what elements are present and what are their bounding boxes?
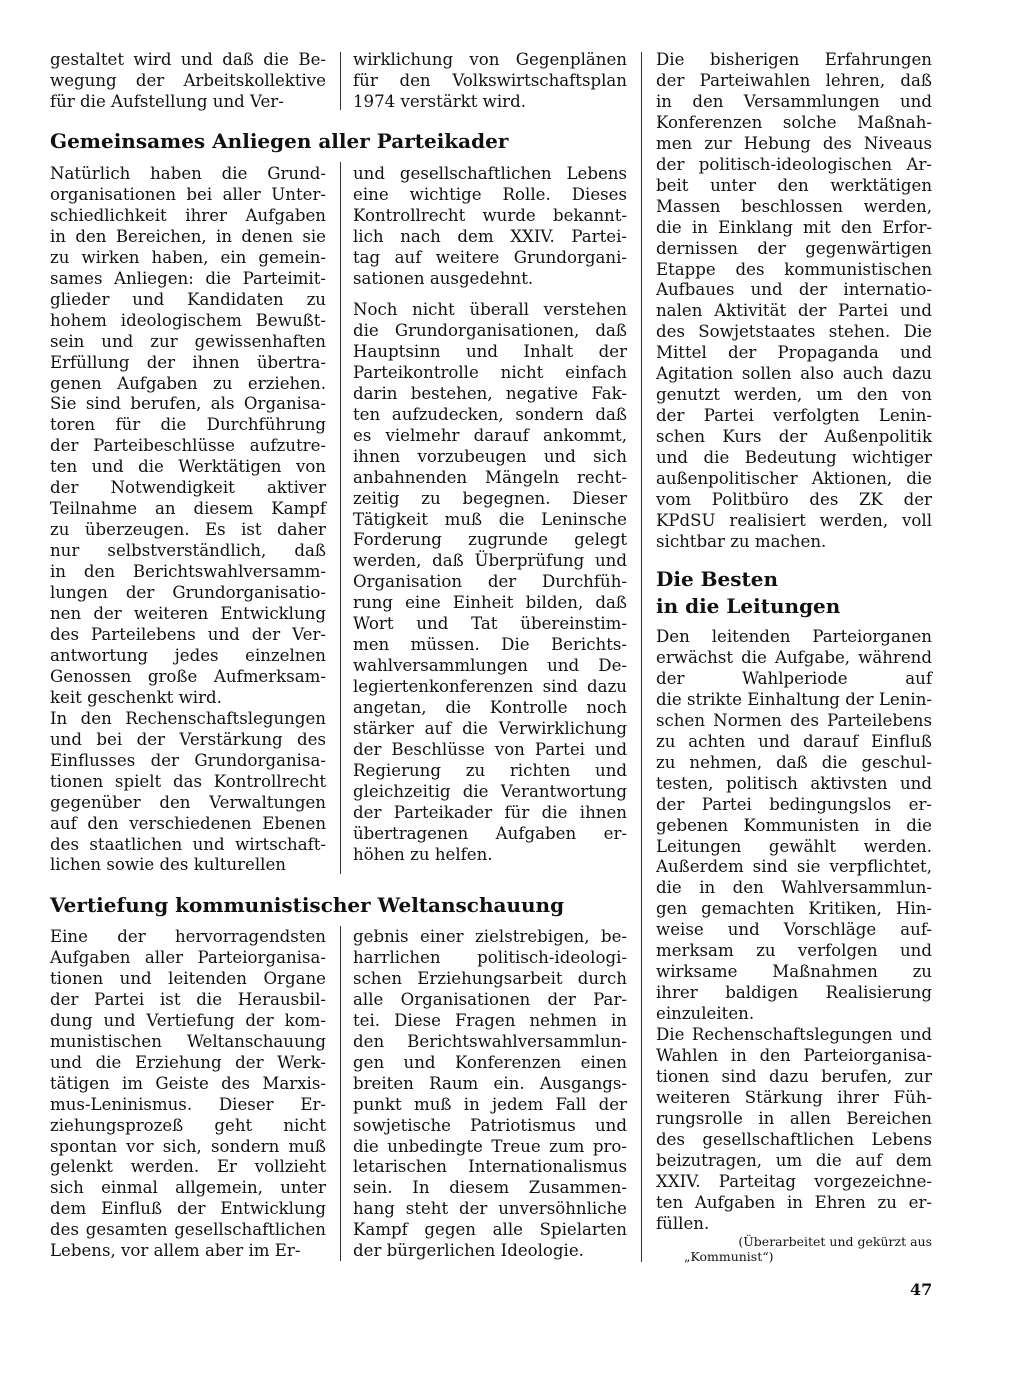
text-line: der Beschlüsse von Partei und — [353, 740, 627, 760]
text-line: vom Politbüro des ZK der — [656, 490, 932, 510]
col2-mid-paragraph-a — [353, 164, 627, 290]
text-line: wirklichung von Gegenplänen — [353, 50, 627, 69]
text-line: anbahnenden Mängeln recht- — [353, 467, 627, 487]
text-line: tätigen im Geiste des Marxis- — [50, 1073, 326, 1093]
text-line: der politisch-ideologischen Ar- — [656, 154, 932, 174]
text-line: füllen. — [656, 1213, 710, 1233]
text-line: ten aufzudecken, sondern daß — [353, 404, 627, 424]
text-line: tei. Diese Fragen nehmen in — [353, 1010, 627, 1030]
text-line: Aufbaues und der internatio- — [656, 280, 932, 300]
text-line: sowjetische Patriotismus und — [353, 1115, 627, 1135]
text-line: des Parteilebens und der Ver- — [50, 624, 326, 644]
text-line: nalen Aktivität der Partei und — [656, 301, 932, 321]
text-line: Agitation sollen also auch dazu — [656, 364, 932, 384]
text-line: einzuleiten. — [656, 1004, 755, 1024]
text-line: in den Bereichen, in denen sie — [50, 226, 326, 246]
text-line: Erfüllung der ihnen übertra- — [50, 352, 326, 372]
text-line: glieder und Kandidaten zu — [50, 289, 326, 309]
text-line: KPdSU realisiert werden, voll — [656, 510, 932, 530]
text-line: und bei der Verstärkung des — [50, 729, 326, 749]
text-line: men zur Hebung des Niveaus — [656, 133, 932, 153]
heading-line-2: in die Leitungen — [656, 594, 841, 618]
text-line: Leitungen gewählt werden. — [656, 836, 932, 856]
text-line: zu achten und darauf Einfluß — [656, 731, 932, 751]
col1-top-paragraph — [50, 50, 326, 113]
column-rule-4 — [641, 52, 642, 1262]
text-line: die Grundorganisationen, daß — [353, 320, 627, 340]
text-line: organisationen bei aller Unter- — [50, 184, 326, 204]
text-line: Die bisherigen Erfahrungen — [656, 50, 932, 69]
text-line: Die Rechenschaftslegungen und — [656, 1025, 932, 1045]
text-line: die in den Wahlversammlun- — [656, 878, 932, 898]
text-line: darin bestehen, negative Fak- — [353, 383, 627, 403]
text-line: lichen sowie des kulturellen — [50, 855, 286, 875]
text-line: men müssen. Die Berichts- — [353, 635, 627, 655]
text-line: Genossen große Aufmerksam- — [50, 666, 326, 686]
column-rule-1 — [340, 52, 341, 110]
text-line: wirksame Maßnahmen zu — [656, 962, 932, 982]
text-line: des Sowjetstaates stehen. Die — [656, 322, 932, 342]
column-rule-2 — [340, 162, 341, 874]
text-line: und die Erziehung der Werk- — [50, 1052, 326, 1072]
text-line: lich nach dem XXIV. Partei- — [353, 226, 627, 246]
text-line: tionen sind dazu berufen, zur — [656, 1067, 932, 1087]
text-line: für den Volkswirtschaftsplan — [353, 70, 627, 90]
text-line: Etappe des kommunistischen — [656, 259, 932, 279]
col2-top-paragraph — [353, 50, 627, 113]
source-note — [656, 1234, 932, 1264]
source-note-line-1: (Überarbeitet und gekürzt aus — [738, 1234, 932, 1249]
text-line: die unbedingte Treue zum pro- — [353, 1136, 627, 1156]
text-line: sationen ausgedehnt. — [353, 268, 534, 288]
text-line: gegenüber den Verwaltungen — [50, 792, 326, 812]
text-line: ten und die Werktätigen von — [50, 457, 326, 477]
text-line: gleichzeitig die Verantwortung — [353, 781, 627, 801]
text-line: für die Aufstellung und Ver- — [50, 91, 284, 111]
text-line: wahlversammlungen und De- — [353, 656, 627, 676]
text-line: toren für die Durchführung — [50, 415, 326, 435]
text-line: der Partei ist die Herausbil- — [50, 989, 326, 1009]
text-line: testen, politisch aktivsten und — [656, 773, 932, 793]
text-line: Noch nicht überall verstehen — [353, 300, 627, 319]
text-line: außenpolitischer Aktionen, die — [656, 469, 932, 489]
text-line: gen und Konferenzen einen — [353, 1052, 627, 1072]
text-line: tionen und leitenden Organe — [50, 968, 326, 988]
text-line: Massen beschlossen werden, — [656, 196, 932, 216]
text-line: der Partei verfolgten Lenin- — [656, 406, 932, 426]
col2-mid-paragraph-b — [353, 300, 627, 866]
text-line: Sie sind berufen, als Organisa- — [50, 394, 326, 414]
text-line: Einflusses der Grundorganisa- — [50, 750, 326, 770]
text-line: Den leitenden Parteiorganen — [656, 627, 932, 646]
text-line: Forderung zugrunde gelegt — [353, 530, 627, 550]
col2-bottom-paragraph — [353, 927, 627, 1262]
text-line: der Parteikader für die ihnen — [353, 802, 627, 822]
col1-mid-paragraph — [50, 164, 326, 876]
text-line: ihrer baldigen Realisierung — [656, 983, 932, 1003]
text-line: Aufgaben aller Parteiorganisa- — [50, 947, 326, 967]
text-line: rung eine Einheit bilden, daß — [353, 593, 627, 613]
text-line: Eine der hervorragendsten — [50, 927, 326, 946]
text-line: alle Organisationen der Par- — [353, 989, 627, 1009]
text-line: antwortung jedes einzelnen — [50, 645, 326, 665]
text-line: Teilnahme an diesem Kampf — [50, 499, 326, 519]
text-line: gelenkt werden. Er vollzieht — [50, 1157, 326, 1177]
text-line: schen Normen des Parteilebens — [656, 710, 932, 730]
text-line: Lebens, vor allem aber im Er- — [50, 1241, 301, 1261]
text-line: genen Aufgaben zu erziehen. — [50, 373, 326, 393]
text-line: beizutragen, um die auf dem — [656, 1150, 932, 1170]
text-line: ihnen vorzubeugen und sich — [353, 446, 627, 466]
text-line: sichtbar zu machen. — [656, 531, 827, 551]
text-line: keit geschenkt wird. — [50, 687, 222, 707]
text-line: stärker auf die Verwirklichung — [353, 719, 627, 739]
text-line: zeitig zu begegnen. Dieser — [353, 488, 627, 508]
text-line: dung und Vertiefung der kom- — [50, 1010, 326, 1030]
text-line: lungen der Grundorganisatio- — [50, 583, 326, 603]
text-line: schen Kurs der Außenpolitik — [656, 427, 932, 447]
text-line: der Wahlperiode auf — [656, 668, 932, 688]
text-line: rungsrolle in allen Bereichen — [656, 1108, 932, 1128]
heading-line-1: Die Besten — [656, 567, 779, 591]
text-line: hohem ideologischem Bewußt- — [50, 310, 326, 330]
text-line: Wahlen in den Parteiorganisa- — [656, 1046, 932, 1066]
text-line: zu nehmen, daß die geschul- — [656, 752, 932, 772]
text-line: übertragenen Aufgaben er- — [353, 823, 627, 843]
source-note-line-2: „Kommunist“) — [684, 1249, 774, 1264]
text-line: tionen spielt das Kontrollrecht — [50, 771, 326, 791]
text-line: erwächst die Aufgabe, während — [656, 647, 932, 667]
text-line: die strikte Einhaltung der Lenin- — [656, 689, 932, 709]
text-line: legiertenkonferenzen sind dazu — [353, 677, 627, 697]
col3-paragraph-a — [656, 50, 932, 553]
text-line: munistischen Weltanschauung — [50, 1031, 326, 1051]
text-line: mus-Leninismus. Dieser Er- — [50, 1094, 326, 1114]
text-line: auf den verschiedenen Ebenen — [50, 813, 326, 833]
text-line: 1974 verstärkt wird. — [353, 91, 526, 111]
text-line: Natürlich haben die Grund- — [50, 164, 326, 183]
text-line: weiteren Stärkung ihrer Füh- — [656, 1087, 932, 1107]
text-line: Wort und Tat übereinstim- — [353, 614, 627, 634]
text-line: schiedlichkeit ihrer Aufgaben — [50, 205, 326, 225]
text-line: nur selbstverständlich, daß — [50, 541, 326, 561]
text-line: nen der weiteren Entwicklung — [50, 604, 326, 624]
text-line: der Parteiwahlen lehren, daß — [656, 70, 932, 90]
text-line: dem Einfluß der Entwicklung — [50, 1199, 326, 1219]
text-line: gebenen Kommunisten in die — [656, 815, 932, 835]
text-line: sich einmal allgemein, unter — [50, 1178, 326, 1198]
text-line: Hauptsinn und Inhalt der — [353, 341, 627, 361]
section-heading-vertiefung: Vertiefung kommunistischer Weltanschauung — [50, 893, 565, 917]
text-line: breiten Raum ein. Ausgangs- — [353, 1073, 627, 1093]
text-line: Konferenzen solche Maßnah- — [656, 112, 932, 132]
text-line: In den Rechenschaftslegungen — [50, 708, 326, 728]
text-line: Kontrollrecht wurde bekannt- — [353, 205, 627, 225]
text-line: des gesellschaftlichen Lebens — [656, 1129, 932, 1149]
text-line: zu wirken haben, ein gemein- — [50, 247, 326, 267]
text-line: sein und zur gewissenhaften — [50, 331, 326, 351]
text-line: die in Einklang mit den Erfor- — [656, 217, 932, 237]
text-line: gen gemachten Kritiken, Hin- — [656, 899, 932, 919]
text-line: ziehungsprozeß geht nicht — [50, 1115, 326, 1135]
text-line: XXIV. Parteitag vorgezeichne- — [656, 1171, 932, 1191]
text-line: und gesellschaftlichen Lebens — [353, 164, 627, 183]
page-number: 47 — [910, 1280, 933, 1299]
text-line: Organisation der Durchfüh- — [353, 572, 627, 592]
text-line: spontan vor sich, sondern muß — [50, 1136, 326, 1156]
text-line: es vielmehr darauf ankommt, — [353, 425, 627, 445]
text-line: Mittel der Propaganda und — [656, 343, 932, 363]
text-line: genutzt werden, um den von — [656, 385, 932, 405]
text-line: der Partei bedingungslos er- — [656, 794, 932, 814]
text-line: beit unter den werktätigen — [656, 175, 932, 195]
text-line: sein. In diesem Zusammen- — [353, 1178, 627, 1198]
text-line: Parteikontrolle nicht einfach — [353, 362, 627, 382]
text-line: Tätigkeit muß die Leninsche — [353, 509, 627, 529]
text-line: in den Versammlungen und — [656, 91, 932, 111]
section-heading-gemeinsames-anliegen: Gemeinsames Anliegen aller Parteikader — [50, 129, 509, 153]
text-line: des staatlichen und wirtschaft- — [50, 834, 326, 854]
section-heading-die-besten — [656, 566, 840, 620]
text-line: gebnis einer zielstrebigen, be- — [353, 927, 627, 946]
col1-bottom-paragraph — [50, 927, 326, 1262]
text-line: punkt muß in jedem Fall der — [353, 1094, 627, 1114]
text-line: dernissen der gegenwärtigen — [656, 238, 932, 258]
text-line: hang steht der unversöhnliche — [353, 1199, 627, 1219]
text-line: weise und Vorschläge auf- — [656, 920, 932, 940]
text-line: der Parteibeschlüsse aufzutre- — [50, 436, 326, 456]
text-line: und die Bedeutung wichtiger — [656, 448, 932, 468]
text-line: angetan, die Kontrolle noch — [353, 698, 627, 718]
text-line: Kampf gegen alle Spielarten — [353, 1220, 627, 1240]
text-line: zu überzeugen. Es ist daher — [50, 520, 326, 540]
text-line: Regierung zu richten und — [353, 760, 627, 780]
text-line: harrlichen politisch-ideologi- — [353, 947, 627, 967]
text-line: tag auf weitere Grundorgani- — [353, 247, 627, 267]
text-line: der bürgerlichen Ideologie. — [353, 1241, 584, 1261]
text-line: wegung der Arbeitskollektive — [50, 70, 326, 90]
text-line: des gesamten gesellschaftlichen — [50, 1220, 326, 1240]
text-line: sames Anliegen: die Parteimit- — [50, 268, 326, 288]
text-line: schen Erziehungsarbeit durch — [353, 968, 627, 988]
text-line: ten Aufgaben in Ehren zu er- — [656, 1192, 932, 1212]
text-line: der Notwendigkeit aktiver — [50, 478, 326, 498]
text-line: merksam zu verfolgen und — [656, 941, 932, 961]
column-rule-3 — [340, 926, 341, 1261]
text-line: höhen zu helfen. — [353, 844, 493, 864]
text-line: letarischen Internationalismus — [353, 1157, 627, 1177]
text-line: in den Berichtswahlversamm- — [50, 562, 326, 582]
text-line: werden, daß Überprüfung und — [353, 551, 627, 571]
col3-paragraph-b — [656, 627, 932, 1235]
text-line: den Berichtswahlversammlun- — [353, 1031, 627, 1051]
text-line: eine wichtige Rolle. Dieses — [353, 184, 627, 204]
text-line: gestaltet wird und daß die Be- — [50, 50, 326, 69]
text-line: Außerdem sind sie verpflichtet, — [656, 857, 932, 877]
